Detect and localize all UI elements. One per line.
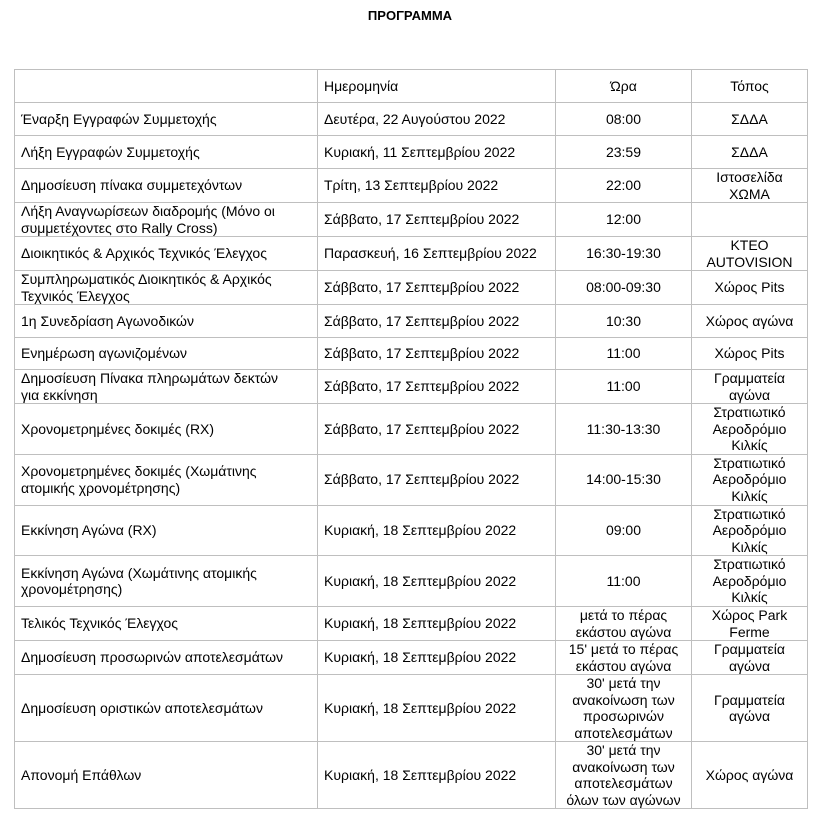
cell-date: Κυριακή, 18 Σεπτεμβρίου 2022 [318, 556, 556, 607]
cell-time: 22:00 [556, 169, 692, 203]
cell-date: Κυριακή, 18 Σεπτεμβρίου 2022 [318, 641, 556, 675]
cell-time: 08:00 [556, 103, 692, 136]
cell-date: Κυριακή, 18 Σεπτεμβρίου 2022 [318, 505, 556, 556]
schedule-table [14, 69, 808, 809]
table-row [15, 404, 808, 455]
cell-time: 11:30-13:30 [556, 404, 692, 455]
cell-place [692, 203, 808, 237]
cell-time: 11:00 [556, 370, 692, 404]
table-row [15, 641, 808, 675]
cell-place: Στρατιωτικό Αεροδρόμιο Κιλκίς [692, 454, 808, 505]
cell-place: ΚΤΕΟ AUTOVISION [692, 237, 808, 271]
cell-date: Σάββατο, 17 Σεπτεμβρίου 2022 [318, 454, 556, 505]
cell-date: Σάββατο, 17 Σεπτεμβρίου 2022 [318, 338, 556, 370]
cell-event: Διοικητικός & Αρχικός Τεχνικός Έλεγχος [15, 237, 318, 271]
cell-event: Απονομή Επάθλων [15, 742, 318, 809]
cell-time: 12:00 [556, 203, 692, 237]
cell-place: ΣΔΔΑ [692, 103, 808, 136]
page-title: ΠΡΟΓΡΑΜΜΑ [367, 8, 453, 23]
cell-time: 08:00-09:30 [556, 271, 692, 305]
cell-event: Ενημέρωση αγωνιζομένων [15, 338, 318, 370]
cell-place: Χώρος Pits [692, 338, 808, 370]
cell-date: Τρίτη, 13 Σεπτεμβρίου 2022 [318, 169, 556, 203]
cell-place: Γραμματεία αγώνα [692, 641, 808, 675]
table-header-row [15, 70, 808, 103]
cell-place: Χώρος αγώνα [692, 305, 808, 338]
header-time: Ώρα [556, 70, 692, 103]
cell-time: 30' μετά την ανακοίνωση των προσωρινών αποτελεσμάτων [556, 675, 692, 742]
cell-time: 11:00 [556, 556, 692, 607]
table-row [15, 237, 808, 271]
cell-date: Σάββατο, 17 Σεπτεμβρίου 2022 [318, 370, 556, 404]
cell-date: Κυριακή, 11 Σεπτεμβρίου 2022 [318, 136, 556, 169]
cell-date: Κυριακή, 18 Σεπτεμβρίου 2022 [318, 742, 556, 809]
cell-event: Εκκίνηση Αγώνα (RX) [15, 505, 318, 556]
table-row [15, 136, 808, 169]
cell-place: Στρατιωτικό Αεροδρόμιο Κιλκίς [692, 404, 808, 455]
cell-date: Κυριακή, 18 Σεπτεμβρίου 2022 [318, 675, 556, 742]
cell-time: 15' μετά το πέρας εκάστου αγώνα [556, 641, 692, 675]
cell-place: Γραμματεία αγώνα [692, 675, 808, 742]
cell-time: 14:00-15:30 [556, 454, 692, 505]
cell-event: Εκκίνηση Αγώνα (Χωμάτινης ατομικής χρονομέτρησης) [15, 556, 318, 607]
cell-event: Δημοσίευση οριστικών αποτελεσμάτων [15, 675, 318, 742]
cell-place: Χώρος Park Ferme [692, 607, 808, 641]
table-row [15, 505, 808, 556]
cell-place: Γραμματεία αγώνα [692, 370, 808, 404]
table-row [15, 305, 808, 338]
cell-time: 23:59 [556, 136, 692, 169]
table-row [15, 454, 808, 505]
cell-event: Δημοσίευση πίνακα συμμετεχόντων [15, 169, 318, 203]
cell-event: Λήξη Εγγραφών Συμμετοχής [15, 136, 318, 169]
cell-event: Δημοσίευση προσωρινών αποτελεσμάτων [15, 641, 318, 675]
table-row [15, 370, 808, 404]
header-date: Ημερομηνία [318, 70, 556, 103]
table-row [15, 271, 808, 305]
cell-time: 11:00 [556, 338, 692, 370]
table-row [15, 675, 808, 742]
cell-event: Χρονομετρημένες δοκιμές (Χωμάτινης ατομικής χρονομέτρησης) [15, 454, 318, 505]
cell-event: Λήξη Αναγνωρίσεων διαδρομής (Μόνο οι συμμετέχοντες στο Rally Cross) [15, 203, 318, 237]
cell-event: Δημοσίευση Πίνακα πληρωμάτων δεκτών για εκκίνηση [15, 370, 318, 404]
cell-event: Τελικός Τεχνικός Έλεγχος [15, 607, 318, 641]
cell-date: Παρασκευή, 16 Σεπτεμβρίου 2022 [318, 237, 556, 271]
cell-place: Στρατιωτικό Αεροδρόμιο Κιλκίς [692, 556, 808, 607]
table-row [15, 203, 808, 237]
cell-event: Συμπληρωματικός Διοικητικός & Αρχικός Τεχνικός Έλεγχος [15, 271, 318, 305]
cell-date: Σάββατο, 17 Σεπτεμβρίου 2022 [318, 404, 556, 455]
table-row [15, 742, 808, 809]
cell-date: Δευτέρα, 22 Αυγούστου 2022 [318, 103, 556, 136]
cell-date: Σάββατο, 17 Σεπτεμβρίου 2022 [318, 271, 556, 305]
cell-place: Ιστοσελίδα ΧΩΜΑ [692, 169, 808, 203]
cell-date: Σάββατο, 17 Σεπτεμβρίου 2022 [318, 203, 556, 237]
table-row [15, 169, 808, 203]
table-row [15, 338, 808, 370]
cell-place: Χώρος Pits [692, 271, 808, 305]
cell-event: Έναρξη Εγγραφών Συμμετοχής [15, 103, 318, 136]
header-event [15, 70, 318, 103]
header-place: Τόπος [692, 70, 808, 103]
cell-date: Σάββατο, 17 Σεπτεμβρίου 2022 [318, 305, 556, 338]
cell-place: Χώρος αγώνα [692, 742, 808, 809]
cell-time: 09:00 [556, 505, 692, 556]
cell-place: ΣΔΔΑ [692, 136, 808, 169]
cell-time: 10:30 [556, 305, 692, 338]
cell-date: Κυριακή, 18 Σεπτεμβρίου 2022 [318, 607, 556, 641]
cell-event: 1η Συνεδρίαση Αγωνοδικών [15, 305, 318, 338]
cell-place: Στρατιωτικό Αεροδρόμιο Κιλκίς [692, 505, 808, 556]
cell-time: 30' μετά την ανακοίνωση των αποτελεσμάτων όλων των αγώνων [556, 742, 692, 809]
table-row [15, 607, 808, 641]
table-row [15, 556, 808, 607]
cell-time: μετά το πέρας εκάστου αγώνα [556, 607, 692, 641]
table-row [15, 103, 808, 136]
cell-event: Χρονομετρημένες δοκιμές (RX) [15, 404, 318, 455]
cell-time: 16:30-19:30 [556, 237, 692, 271]
